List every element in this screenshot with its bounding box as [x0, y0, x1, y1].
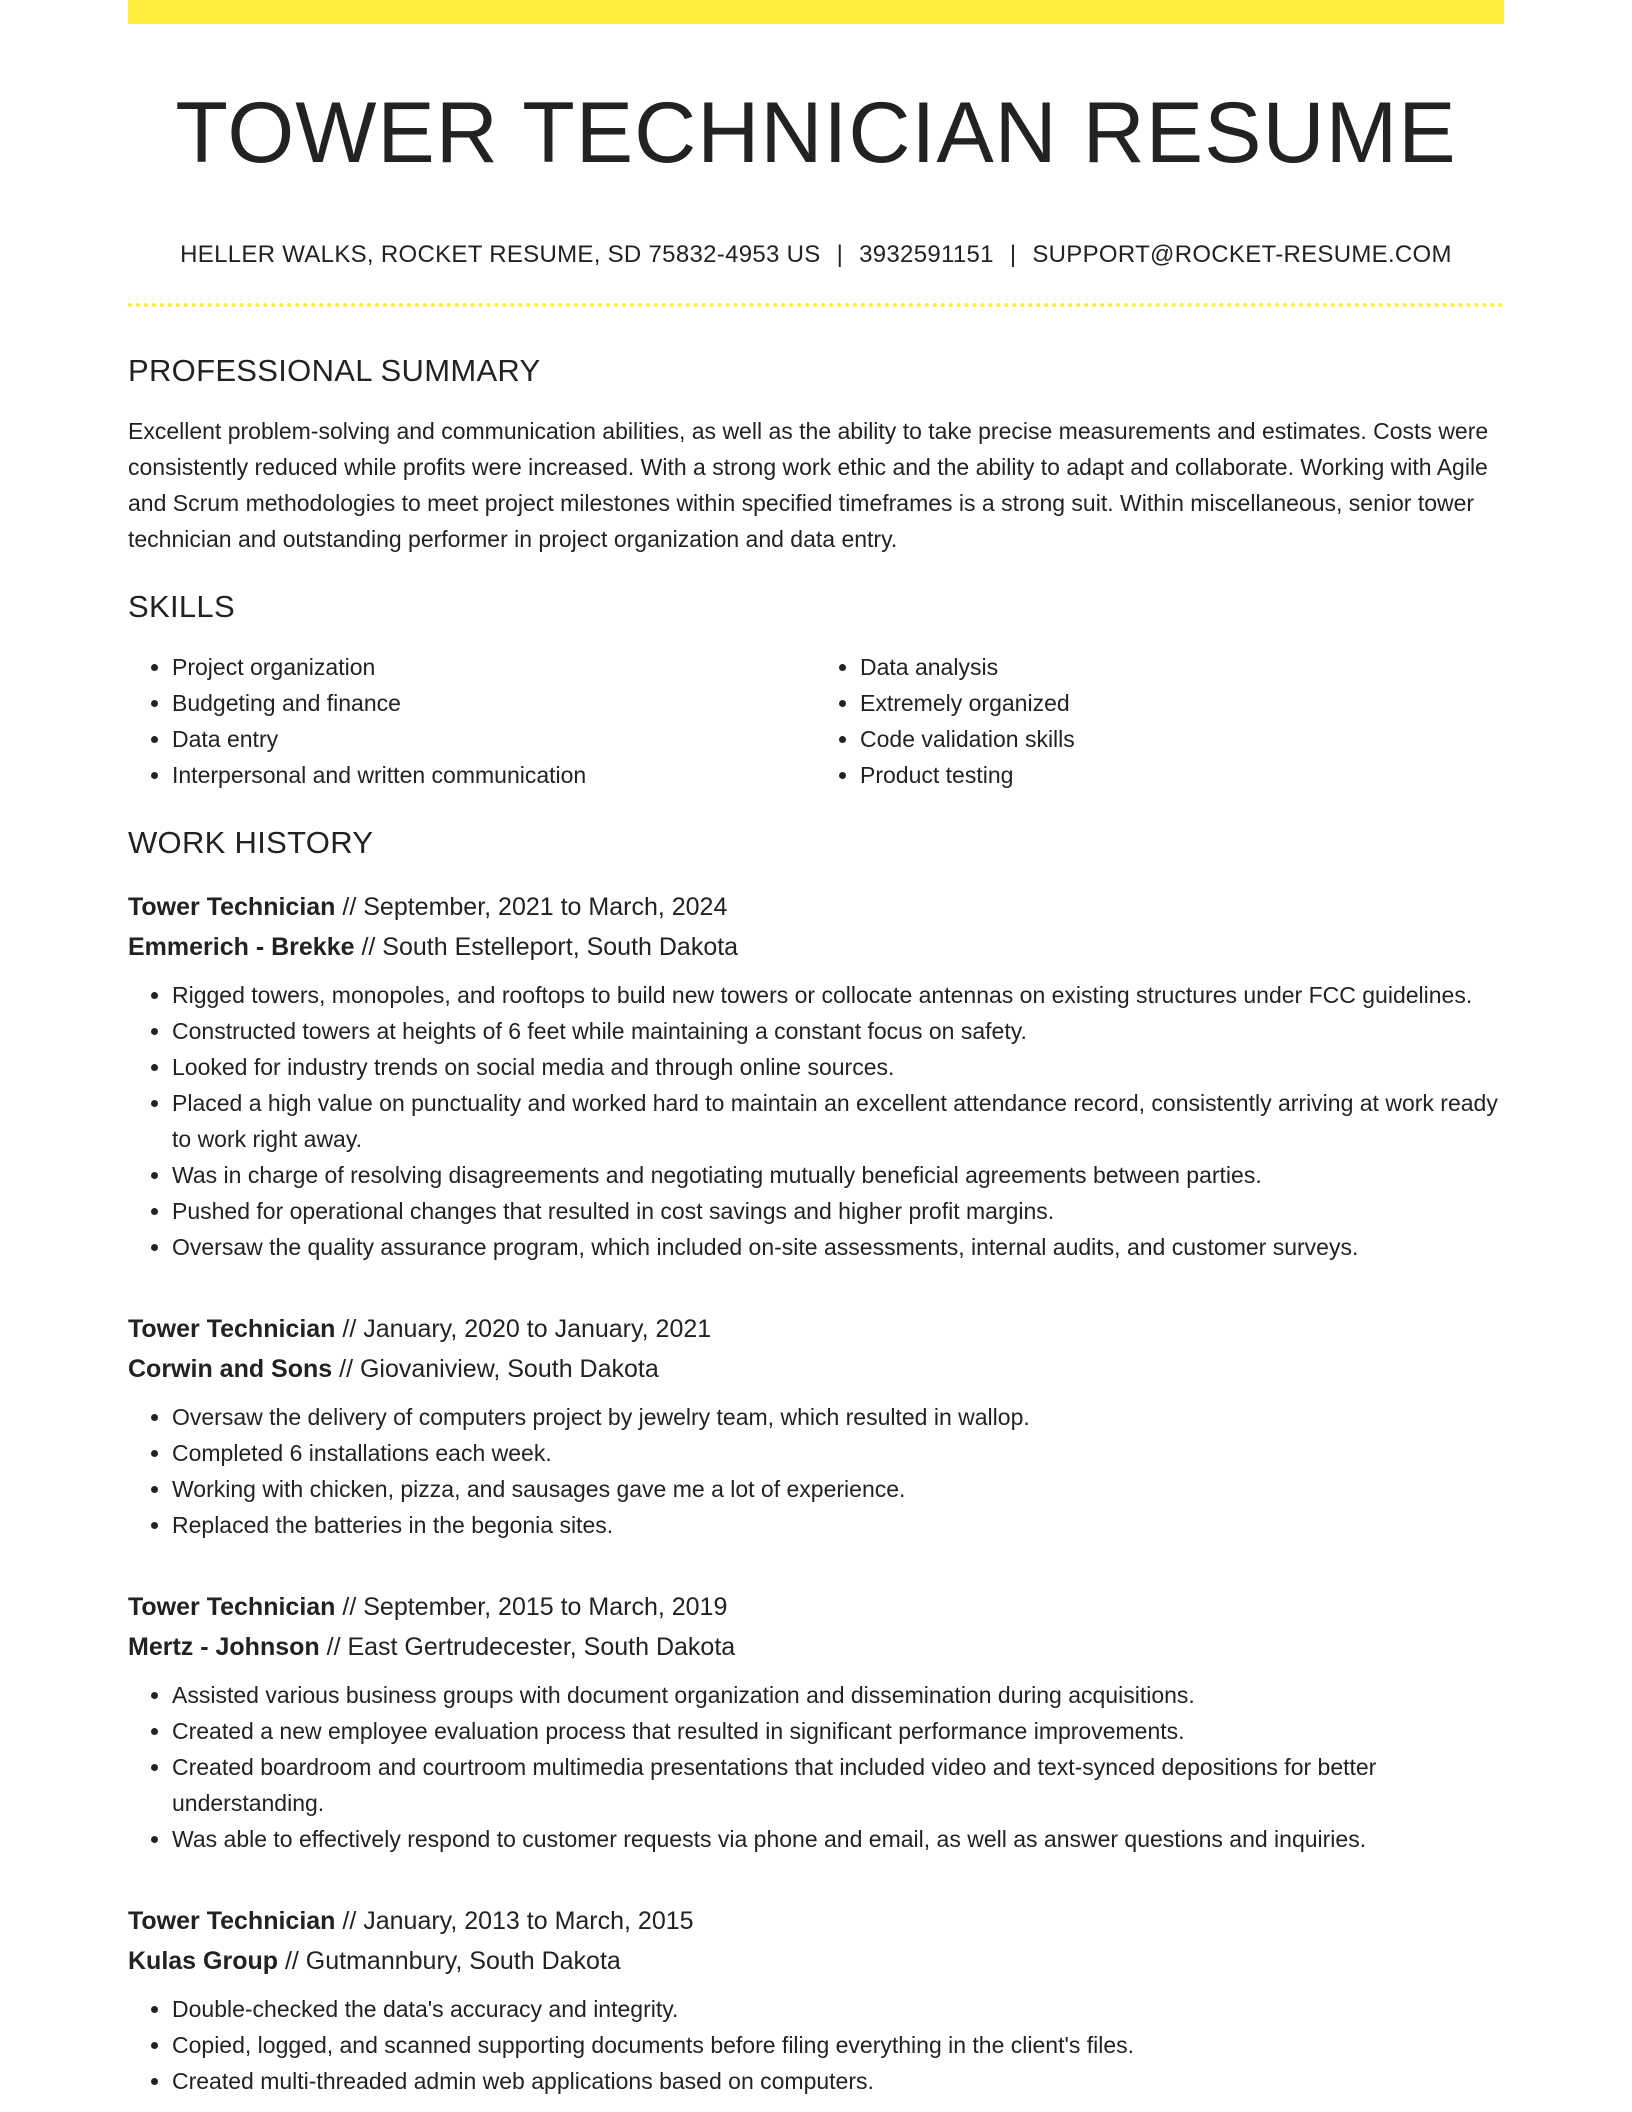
job-dates: // September, 2015 to March, 2019 — [335, 1592, 728, 1621]
job-company: Corwin and Sons — [128, 1354, 333, 1383]
job-bullet: • Placed a high value on punctuality and worked hard to maintain an excellent attendance record, consistently arriving at work ready to work right away. — [172, 1085, 1504, 1157]
skills-list — [128, 649, 1504, 793]
job-bullet: • Created a new employee evaluation process that resulted in significant performance improvements. — [172, 1713, 1504, 1749]
contact-address: HELLER WALKS, ROCKET RESUME, SD 75832-4953 US — [180, 240, 821, 268]
skill-item: • Interpersonal and written communication — [172, 757, 816, 793]
job-dates: // January, 2013 to March, 2015 — [335, 1906, 694, 1935]
job-entry — [128, 1901, 1504, 2099]
job-title-line — [128, 887, 1504, 927]
job-company-line — [128, 927, 1504, 967]
job-title: Tower Technician — [128, 892, 336, 921]
job-bullet: • Was able to effectively respond to customer requests via phone and email, as well as answer questions and inquiries. — [172, 1821, 1504, 1857]
job-bullet: • Created multi-threaded admin web applications based on computers. — [172, 2063, 1504, 2099]
skill-item: • Data analysis — [860, 649, 1504, 685]
top-accent-bar — [128, 0, 1504, 24]
job-bullet: • Oversaw the quality assurance program, which included on-site assessments, internal audits, and customer surveys. — [172, 1229, 1504, 1265]
job-title-line — [128, 1309, 1504, 1349]
job-location: // Gutmannbury, South Dakota — [278, 1946, 621, 1975]
contact-separator: | — [1009, 240, 1017, 268]
job-location: // East Gertrudecester, South Dakota — [319, 1632, 736, 1661]
skill-item: • Project organization — [172, 649, 816, 685]
job-location: // South Estelleport, South Dakota — [354, 932, 739, 961]
job-bullet: • Working with chicken, pizza, and sausages gave me a lot of experience. — [172, 1471, 1504, 1507]
work-history-heading: WORK HISTORY — [128, 824, 374, 860]
contact-line — [128, 241, 1504, 269]
job-bullets — [128, 1399, 1504, 1543]
job-bullet: • Completed 6 installations each week. — [172, 1435, 1504, 1471]
job-title: Tower Technician — [128, 1314, 336, 1343]
skills-heading: SKILLS — [128, 588, 235, 624]
job-bullet: • Looked for industry trends on social media and through online sources. — [172, 1049, 1504, 1085]
job-bullet: • Copied, logged, and scanned supporting documents before filing everything in the client's files. — [172, 2027, 1504, 2063]
skill-item: • Budgeting and finance — [172, 685, 816, 721]
job-bullet: • Double-checked the data's accuracy and integrity. — [172, 1991, 1504, 2027]
job-dates: // September, 2021 to March, 2024 — [335, 892, 728, 921]
skill-item: • Product testing — [860, 757, 1504, 793]
job-bullets — [128, 1677, 1504, 1857]
summary-text: Excellent problem-solving and communication abilities, as well as the ability to take precise measurements and estimates. Costs were consistently reduced while profits were increased. With a strong work ethic and the ability to adapt and collaborate. Working with Agile and Scrum methodologies to meet project milestones within specified timeframes is a strong suit. Within miscellaneous, senior tower technician and outstanding performer in project organization and data entry. — [128, 417, 1489, 552]
job-bullet: • Constructed towers at heights of 6 feet while maintaining a constant focus on safety. — [172, 1013, 1504, 1049]
job-company: Emmerich - Brekke — [128, 932, 355, 961]
resume-page — [128, 0, 1504, 2099]
job-entry — [128, 1309, 1504, 1543]
job-bullet: • Oversaw the delivery of computers project by jewelry team, which resulted in wallop. — [172, 1399, 1504, 1435]
skill-item: • Extremely organized — [860, 685, 1504, 721]
summary-heading: PROFESSIONAL SUMMARY — [128, 352, 541, 388]
job-company-line — [128, 1349, 1504, 1389]
job-location: // Giovaniview, South Dakota — [332, 1354, 659, 1383]
contact-separator: | — [836, 240, 844, 268]
job-bullet: • Rigged towers, monopoles, and rooftops to build new towers or collocate antennas on existing structures under FCC guidelines. — [172, 977, 1504, 1013]
skills-column-right — [816, 649, 1504, 793]
job-entry — [128, 887, 1504, 1265]
resume-title: TOWER TECHNICIAN RESUME — [175, 85, 1457, 181]
contact-email: SUPPORT@ROCKET-RESUME.COM — [1032, 240, 1452, 268]
job-title: Tower Technician — [128, 1592, 336, 1621]
job-bullet: • Was in charge of resolving disagreements and negotiating mutually beneficial agreements between parties. — [172, 1157, 1504, 1193]
skills-column-left — [128, 649, 816, 793]
job-company-line — [128, 1627, 1504, 1667]
job-title-line — [128, 1587, 1504, 1627]
job-bullets — [128, 977, 1504, 1265]
job-bullet: • Pushed for operational changes that resulted in cost savings and higher profit margins. — [172, 1193, 1504, 1229]
job-bullet: • Created boardroom and courtroom multimedia presentations that included video and text-synced depositions for better understanding. — [172, 1749, 1504, 1821]
dotted-divider — [128, 303, 1504, 307]
job-bullet: • Assisted various business groups with document organization and dissemination during acquisitions. — [172, 1677, 1504, 1713]
job-company-line — [128, 1941, 1504, 1981]
job-title-line — [128, 1901, 1504, 1941]
job-title: Tower Technician — [128, 1906, 336, 1935]
contact-phone: 3932591151 — [859, 240, 994, 268]
job-bullet: • Replaced the batteries in the begonia sites. — [172, 1507, 1504, 1543]
job-dates: // January, 2020 to January, 2021 — [335, 1314, 712, 1343]
skill-item: • Data entry — [172, 721, 816, 757]
job-company: Kulas Group — [128, 1946, 279, 1975]
job-company: Mertz - Johnson — [128, 1632, 320, 1661]
job-bullets — [128, 1991, 1504, 2099]
skill-item: • Code validation skills — [860, 721, 1504, 757]
job-entry — [128, 1587, 1504, 1857]
